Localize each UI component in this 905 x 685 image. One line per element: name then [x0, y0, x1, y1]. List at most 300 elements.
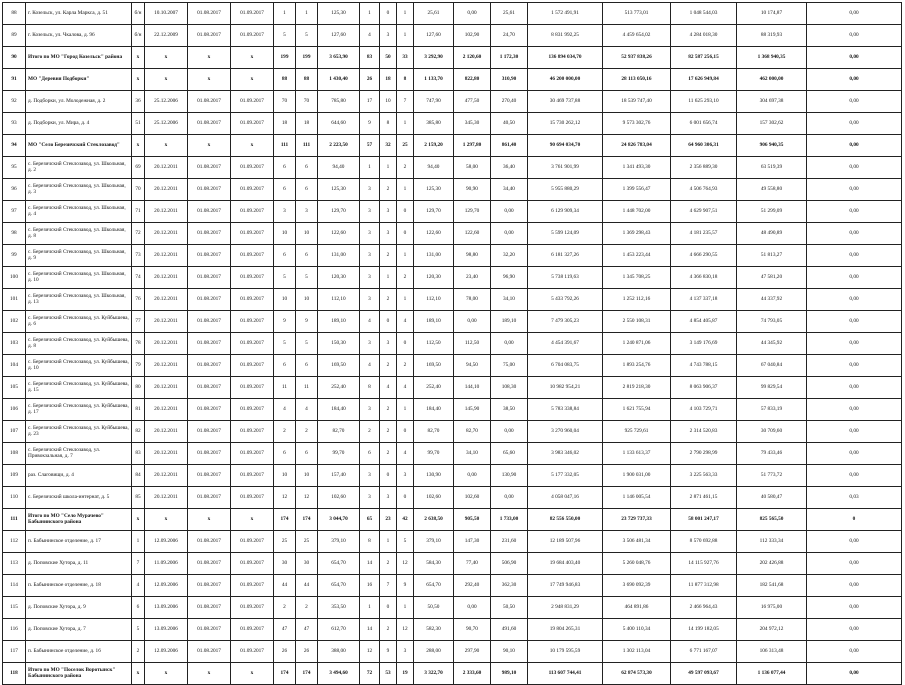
cell-area-resettled: 169,50: [414, 355, 454, 377]
cell-residents-total: 5: [274, 333, 296, 355]
cell-cost-municipal: 202 426,88: [737, 553, 807, 575]
cell-doc-date: 13.09.2006: [145, 597, 188, 619]
cell-cost-fund: 3 690 092,39: [603, 575, 671, 597]
cell-cost-fund: 1 240 871,06: [603, 333, 671, 355]
cell-cost-region: 4 284 018,30: [671, 25, 737, 47]
cell-rooms-owned: 10: [380, 91, 397, 113]
cell-rooms-owned: 0: [380, 311, 397, 333]
cell-doc-date: 20.12.2011: [145, 487, 188, 509]
cell-area-total: 150,30: [318, 333, 360, 355]
cell-cost-extra: 0,00: [807, 135, 902, 157]
cell-doc-date: 20.12.2011: [145, 289, 188, 311]
cell-cost-region: 4 743 788,15: [671, 355, 737, 377]
cell-residents-resettled: 6: [296, 443, 318, 465]
cell-start-date: х: [188, 663, 231, 685]
cell-rooms-total: 8: [360, 531, 380, 553]
cell-doc-number: х: [132, 135, 145, 157]
cell-cost-fund: 9 573 302,76: [603, 113, 671, 135]
cell-area-total: 184,40: [318, 399, 360, 421]
cell-area-resettled: 3 292,90: [414, 47, 454, 69]
cell-residents-resettled: 18: [296, 113, 318, 135]
cell-area-owned: 94,50: [454, 355, 491, 377]
cell-rooms-owned: 4: [380, 377, 397, 399]
cell-area-total: 252,40: [318, 377, 360, 399]
cell-start-date: 01.08.2017: [188, 289, 231, 311]
cell-rooms-owned: 2: [380, 619, 397, 641]
subtotal-row: [3, 135, 902, 157]
cell-rooms-municipal: 0: [397, 421, 414, 443]
cell-cost-fund: 1 345 708,25: [603, 267, 671, 289]
cell-cost-region: 4 629 907,51: [671, 201, 737, 223]
cell-doc-number: 70: [132, 179, 145, 201]
cell-doc-number: б/н: [132, 25, 145, 47]
cell-rooms-municipal: 1: [397, 3, 414, 25]
cell-residents-total: 18: [274, 113, 296, 135]
cell-cost-fund: 1 453 223,44: [603, 245, 671, 267]
cell-end-date: 01.09.2017: [231, 597, 274, 619]
cell-cost-extra: 0,03: [807, 487, 902, 509]
cell-cost-total: 82 556 550,00: [528, 509, 603, 531]
cell-address: с. Березичский Стеклозавод, ул. Куйбышева, д. 23: [26, 421, 132, 443]
cell-area-total: 189,10: [318, 311, 360, 333]
cell-cost-municipal: 63 519,39: [737, 157, 807, 179]
cell-row-number: 90: [3, 47, 26, 69]
cell-residents-total: 174: [274, 663, 296, 685]
cell-rooms-municipal: 0: [397, 333, 414, 355]
cell-cost-fund: 1 621 755,94: [603, 399, 671, 421]
cell-cost-municipal: 51 813,27: [737, 245, 807, 267]
cell-start-date: 01.08.2017: [188, 421, 231, 443]
cell-cost-fund: 925 729,61: [603, 421, 671, 443]
cell-area-owned: 297,90: [454, 641, 491, 663]
cell-area-municipal: 36,40: [491, 157, 528, 179]
cell-rooms-municipal: 33: [397, 47, 414, 69]
table-row: [3, 333, 902, 355]
cell-area-municipal: 34,10: [491, 289, 528, 311]
cell-row-number: 105: [3, 377, 26, 399]
cell-area-owned: 58,00: [454, 157, 491, 179]
cell-doc-date: 20.12.2011: [145, 179, 188, 201]
cell-area-resettled: 131,00: [414, 245, 454, 267]
cell-row-number: 104: [3, 355, 26, 377]
cell-doc-number: 80: [132, 377, 145, 399]
cell-cost-total: 3 761 901,99: [528, 157, 603, 179]
cell-doc-date: 10.10.2007: [145, 3, 188, 25]
cell-cost-region: 11 625 293,10: [671, 91, 737, 113]
cell-end-date: 01.09.2017: [231, 377, 274, 399]
cell-cost-total: 2 948 831,29: [528, 597, 603, 619]
cell-row-number: 107: [3, 421, 26, 443]
cell-rooms-municipal: 9: [397, 575, 414, 597]
cell-doc-number: 69: [132, 157, 145, 179]
cell-area-municipal: 0,00: [491, 333, 528, 355]
cell-doc-date: 20.12.2011: [145, 311, 188, 333]
cell-cost-total: 5 433 792,26: [528, 289, 603, 311]
cell-cost-total: 19 684 403,40: [528, 553, 603, 575]
cell-area-municipal: 40,50: [491, 113, 528, 135]
cell-cost-municipal: 825 565,50: [737, 509, 807, 531]
cell-residents-total: 2: [274, 421, 296, 443]
cell-address: Итого по МО "Поселок Воротынск" Бабынинского района: [26, 663, 132, 685]
cell-cost-municipal: 157 302,62: [737, 113, 807, 135]
cell-address: с. Березичский Стеклозавод, ул. Привокзальная, д. 7: [26, 443, 132, 465]
cell-cost-fund: 1 369 298,43: [603, 223, 671, 245]
cell-start-date: 01.08.2017: [188, 619, 231, 641]
cell-row-number: 91: [3, 69, 26, 91]
cell-rooms-total: 26: [360, 69, 380, 91]
cell-cost-total: 30 469 737,88: [528, 91, 603, 113]
cell-cost-region: 8 063 906,37: [671, 377, 737, 399]
cell-rooms-municipal: 2: [397, 157, 414, 179]
cell-residents-total: 4: [274, 399, 296, 421]
cell-area-owned: 147,30: [454, 531, 491, 553]
cell-rooms-total: 3: [360, 201, 380, 223]
cell-start-date: 01.08.2017: [188, 179, 231, 201]
cell-doc-date: 22.12.2009: [145, 25, 188, 47]
cell-rooms-total: 4: [360, 311, 380, 333]
cell-doc-number: 79: [132, 355, 145, 377]
cell-cost-extra: 0,00: [807, 641, 902, 663]
cell-doc-date: 20.12.2011: [145, 223, 188, 245]
cell-cost-fund: 23 729 737,33: [603, 509, 671, 531]
cell-residents-resettled: 5: [296, 333, 318, 355]
cell-cost-total: 1 572 491,91: [528, 3, 603, 25]
cell-cost-region: 4 366 830,18: [671, 267, 737, 289]
cell-address: с. Березичский Стеклозавод, ул. Куйбышева, д. 10: [26, 355, 132, 377]
cell-area-owned: 0,00: [454, 3, 491, 25]
cell-cost-region: 2 314 520,83: [671, 421, 737, 443]
cell-area-municipal: 108,30: [491, 377, 528, 399]
cell-residents-total: 10: [274, 223, 296, 245]
cell-residents-total: 30: [274, 553, 296, 575]
cell-end-date: х: [231, 135, 274, 157]
cell-row-number: 101: [3, 289, 26, 311]
cell-area-municipal: 0,00: [491, 487, 528, 509]
cell-cost-municipal: 44 337,92: [737, 289, 807, 311]
cell-start-date: 01.08.2017: [188, 465, 231, 487]
cell-area-total: 654,70: [318, 553, 360, 575]
cell-area-total: 353,50: [318, 597, 360, 619]
cell-doc-number: 72: [132, 223, 145, 245]
cell-rooms-owned: 50: [380, 47, 397, 69]
cell-cost-extra: 0,00: [807, 597, 902, 619]
cell-cost-fund: 1 448 702,00: [603, 201, 671, 223]
cell-residents-total: 1: [274, 3, 296, 25]
cell-cost-municipal: 49 558,80: [737, 179, 807, 201]
cell-rooms-total: 3: [360, 223, 380, 245]
cell-area-total: 99,70: [318, 443, 360, 465]
cell-cost-total: 5 783 338,84: [528, 399, 603, 421]
cell-cost-total: 7 479 305,23: [528, 311, 603, 333]
cell-cost-region: 14 199 182,05: [671, 619, 737, 641]
cell-rooms-municipal: 1: [397, 289, 414, 311]
cell-rooms-municipal: 1: [397, 179, 414, 201]
cell-area-owned: 90,90: [454, 179, 491, 201]
cell-cost-extra: 0,00: [807, 179, 902, 201]
cell-start-date: 01.08.2017: [188, 223, 231, 245]
cell-cost-region: 4 854 405,87: [671, 311, 737, 333]
cell-residents-total: 44: [274, 575, 296, 597]
cell-doc-date: 25.12.2006: [145, 113, 188, 135]
cell-rooms-total: 1: [360, 3, 380, 25]
cell-end-date: 01.09.2017: [231, 465, 274, 487]
cell-doc-number: 83: [132, 443, 145, 465]
table-row: [3, 157, 902, 179]
cell-end-date: 01.09.2017: [231, 553, 274, 575]
cell-cost-extra: 0,00: [807, 619, 902, 641]
cell-rooms-total: 3: [360, 399, 380, 421]
cell-cost-total: 4 058 047,16: [528, 487, 603, 509]
cell-area-municipal: 310,90: [491, 69, 528, 91]
cell-end-date: 01.09.2017: [231, 157, 274, 179]
cell-area-municipal: 25,61: [491, 3, 528, 25]
cell-address: д. Поповские Хутора, д. 9: [26, 597, 132, 619]
cell-cost-extra: 0,00: [807, 289, 902, 311]
cell-residents-resettled: 70: [296, 91, 318, 113]
cell-cost-fund: 1 146 005,54: [603, 487, 671, 509]
cell-cost-total: 5 738 119,63: [528, 267, 603, 289]
table-row: [3, 311, 902, 333]
cell-rooms-municipal: 5: [397, 531, 414, 553]
cell-area-total: 129,70: [318, 201, 360, 223]
cell-end-date: 01.09.2017: [231, 641, 274, 663]
cell-row-number: 99: [3, 245, 26, 267]
cell-cost-fund: 2 550 108,31: [603, 311, 671, 333]
cell-cost-total: 5 955 880,29: [528, 179, 603, 201]
cell-residents-resettled: 6: [296, 355, 318, 377]
cell-rooms-municipal: 3: [397, 465, 414, 487]
table-row: [3, 3, 902, 25]
cell-doc-number: 1: [132, 531, 145, 553]
subtotal-row: [3, 47, 902, 69]
cell-cost-region: 14 115 927,76: [671, 553, 737, 575]
cell-residents-total: 10: [274, 465, 296, 487]
cell-cost-extra: 0,00: [807, 25, 902, 47]
cell-rooms-owned: 1: [380, 157, 397, 179]
cell-cost-fund: 513 773,01: [603, 3, 671, 25]
cell-doc-date: 20.12.2011: [145, 355, 188, 377]
cell-area-resettled: 584,30: [414, 553, 454, 575]
cell-area-resettled: 582,30: [414, 619, 454, 641]
cell-cost-municipal: 51 773,72: [737, 465, 807, 487]
cell-area-resettled: 112,10: [414, 289, 454, 311]
cell-doc-number: х: [132, 509, 145, 531]
cell-cost-extra: 0,00: [807, 575, 902, 597]
cell-doc-date: 20.12.2011: [145, 245, 188, 267]
cell-residents-resettled: 47: [296, 619, 318, 641]
cell-area-total: 3 044,70: [318, 509, 360, 531]
cell-cost-total: 136 894 034,70: [528, 47, 603, 69]
cell-area-municipal: 861,40: [491, 135, 528, 157]
cell-residents-resettled: 111: [296, 135, 318, 157]
cell-area-owned: 0,00: [454, 311, 491, 333]
cell-address: Итого по МО "Город Козельск" района: [26, 47, 132, 69]
cell-cost-region: 58 001 247,17: [671, 509, 737, 531]
cell-cost-extra: 0,00: [807, 3, 902, 25]
cell-residents-resettled: 9: [296, 311, 318, 333]
cell-residents-resettled: 30: [296, 553, 318, 575]
cell-doc-number: х: [132, 47, 145, 69]
cell-area-total: 2 223,50: [318, 135, 360, 157]
cell-rooms-owned: 1: [380, 531, 397, 553]
cell-cost-extra: 0,00: [807, 311, 902, 333]
cell-cost-municipal: 204 972,12: [737, 619, 807, 641]
cell-cost-region: 6 771 167,07: [671, 641, 737, 663]
cell-residents-resettled: 174: [296, 509, 318, 531]
cell-end-date: 01.09.2017: [231, 575, 274, 597]
cell-cost-region: 4 506 764,93: [671, 179, 737, 201]
cell-cost-total: 17 749 946,83: [528, 575, 603, 597]
cell-area-resettled: 189,10: [414, 311, 454, 333]
cell-cost-region: 6 001 656,74: [671, 113, 737, 135]
cell-rooms-owned: 2: [380, 553, 397, 575]
register-table: [2, 2, 902, 685]
cell-area-owned: 0,00: [454, 597, 491, 619]
cell-area-municipal: 491,60: [491, 619, 528, 641]
cell-address: д. Подборки, ул. Мира, д. 4: [26, 113, 132, 135]
cell-rooms-owned: 3: [380, 487, 397, 509]
cell-area-municipal: 362,30: [491, 575, 528, 597]
cell-doc-number: 77: [132, 311, 145, 333]
cell-address: с. Березичский Стеклозавод, ул. Школьная, д. 8: [26, 223, 132, 245]
cell-rooms-owned: 0: [380, 465, 397, 487]
cell-cost-fund: 1 399 556,47: [603, 179, 671, 201]
cell-rooms-owned: 2: [380, 245, 397, 267]
cell-residents-resettled: 5: [296, 267, 318, 289]
cell-residents-total: 9: [274, 311, 296, 333]
cell-cost-municipal: 112 333,34: [737, 531, 807, 553]
cell-cost-region: 49 597 093,67: [671, 663, 737, 685]
cell-area-municipal: 65,60: [491, 443, 528, 465]
cell-residents-total: 25: [274, 531, 296, 553]
cell-address: с. Березичский Стеклозавод, ул. Школьная, д. 4: [26, 201, 132, 223]
cell-area-municipal: 0,00: [491, 223, 528, 245]
cell-rooms-total: 4: [360, 25, 380, 47]
cell-residents-resettled: 10: [296, 223, 318, 245]
cell-cost-fund: 5 260 048,76: [603, 553, 671, 575]
cell-rooms-municipal: 0: [397, 201, 414, 223]
cell-area-resettled: 94,40: [414, 157, 454, 179]
cell-residents-resettled: 2: [296, 597, 318, 619]
cell-cost-region: 82 587 256,15: [671, 47, 737, 69]
cell-area-resettled: 1 133,70: [414, 69, 454, 91]
cell-residents-resettled: 4: [296, 399, 318, 421]
table-row: [3, 201, 902, 223]
cell-area-municipal: 189,10: [491, 311, 528, 333]
cell-address: МО "Деревня Подборки": [26, 69, 132, 91]
cell-cost-municipal: 51 299,09: [737, 201, 807, 223]
cell-cost-municipal: 57 833,19: [737, 399, 807, 421]
cell-rooms-total: 16: [360, 575, 380, 597]
cell-cost-total: 113 607 744,41: [528, 663, 603, 685]
cell-rooms-total: 3: [360, 267, 380, 289]
cell-cost-extra: 0,00: [807, 69, 902, 91]
cell-cost-total: 15 730 262,12: [528, 113, 603, 135]
cell-doc-date: 20.12.2011: [145, 377, 188, 399]
cell-residents-total: 26: [274, 641, 296, 663]
cell-start-date: 01.08.2017: [188, 3, 231, 25]
cell-area-owned: 145,90: [454, 399, 491, 421]
table-row: [3, 223, 902, 245]
cell-doc-date: х: [145, 69, 188, 91]
cell-area-resettled: 125,30: [414, 179, 454, 201]
table-row: [3, 179, 902, 201]
cell-start-date: 01.08.2017: [188, 201, 231, 223]
cell-cost-municipal: 462 000,00: [737, 69, 807, 91]
cell-residents-resettled: 2: [296, 421, 318, 443]
cell-doc-number: х: [132, 69, 145, 91]
register-table-sheet: [2, 2, 902, 685]
cell-area-owned: 144,10: [454, 377, 491, 399]
cell-area-municipal: 130,90: [491, 465, 528, 487]
cell-cost-fund: 52 937 838,26: [603, 47, 671, 69]
cell-residents-resettled: 11: [296, 377, 318, 399]
cell-rooms-owned: 2: [380, 179, 397, 201]
cell-row-number: 92: [3, 91, 26, 113]
cell-cost-municipal: 182 541,68: [737, 575, 807, 597]
cell-cost-fund: 1 252 112,16: [603, 289, 671, 311]
cell-area-owned: 2 333,60: [454, 663, 491, 685]
cell-start-date: 01.08.2017: [188, 531, 231, 553]
cell-end-date: х: [231, 47, 274, 69]
cell-cost-fund: 1 341 493,30: [603, 157, 671, 179]
cell-end-date: 01.09.2017: [231, 245, 274, 267]
cell-residents-total: 6: [274, 443, 296, 465]
cell-rooms-municipal: 4: [397, 377, 414, 399]
cell-area-municipal: 90,10: [491, 641, 528, 663]
cell-cost-fund: 24 826 783,04: [603, 135, 671, 157]
cell-rooms-total: 83: [360, 47, 380, 69]
cell-area-total: 122,60: [318, 223, 360, 245]
cell-cost-municipal: 1 368 940,35: [737, 47, 807, 69]
cell-rooms-total: 3: [360, 179, 380, 201]
cell-cost-extra: 0,00: [807, 399, 902, 421]
cell-cost-region: 2 466 964,43: [671, 597, 737, 619]
cell-end-date: 01.09.2017: [231, 289, 274, 311]
cell-residents-total: 6: [274, 157, 296, 179]
cell-start-date: 01.08.2017: [188, 245, 231, 267]
cell-cost-extra: 0,00: [807, 355, 902, 377]
cell-doc-date: х: [145, 47, 188, 69]
cell-address: с. Березичский Стеклозавод, ул. Школьная, д. 9: [26, 245, 132, 267]
cell-start-date: 01.08.2017: [188, 311, 231, 333]
cell-rooms-total: 4: [360, 355, 380, 377]
cell-area-owned: 2 120,60: [454, 47, 491, 69]
cell-doc-date: 25.12.2006: [145, 91, 188, 113]
cell-cost-municipal: 47 581,20: [737, 267, 807, 289]
cell-area-owned: 1 297,80: [454, 135, 491, 157]
cell-area-municipal: 506,90: [491, 553, 528, 575]
cell-rooms-municipal: 2: [397, 267, 414, 289]
cell-residents-resettled: 44: [296, 575, 318, 597]
cell-area-total: 654,70: [318, 575, 360, 597]
cell-rooms-owned: 2: [380, 421, 397, 443]
cell-doc-number: 85: [132, 487, 145, 509]
table-row: [3, 619, 902, 641]
cell-area-resettled: 112,50: [414, 333, 454, 355]
cell-area-resettled: 385,80: [414, 113, 454, 135]
cell-doc-date: 20.12.2011: [145, 421, 188, 443]
cell-cost-region: 64 960 306,31: [671, 135, 737, 157]
cell-residents-resettled: 174: [296, 663, 318, 685]
cell-cost-municipal: 1 136 077,44: [737, 663, 807, 685]
cell-area-resettled: 130,90: [414, 465, 454, 487]
cell-area-resettled: 122,60: [414, 223, 454, 245]
cell-residents-total: 10: [274, 289, 296, 311]
cell-cost-total: 90 694 034,70: [528, 135, 603, 157]
cell-row-number: 108: [3, 443, 26, 465]
cell-end-date: 01.09.2017: [231, 399, 274, 421]
